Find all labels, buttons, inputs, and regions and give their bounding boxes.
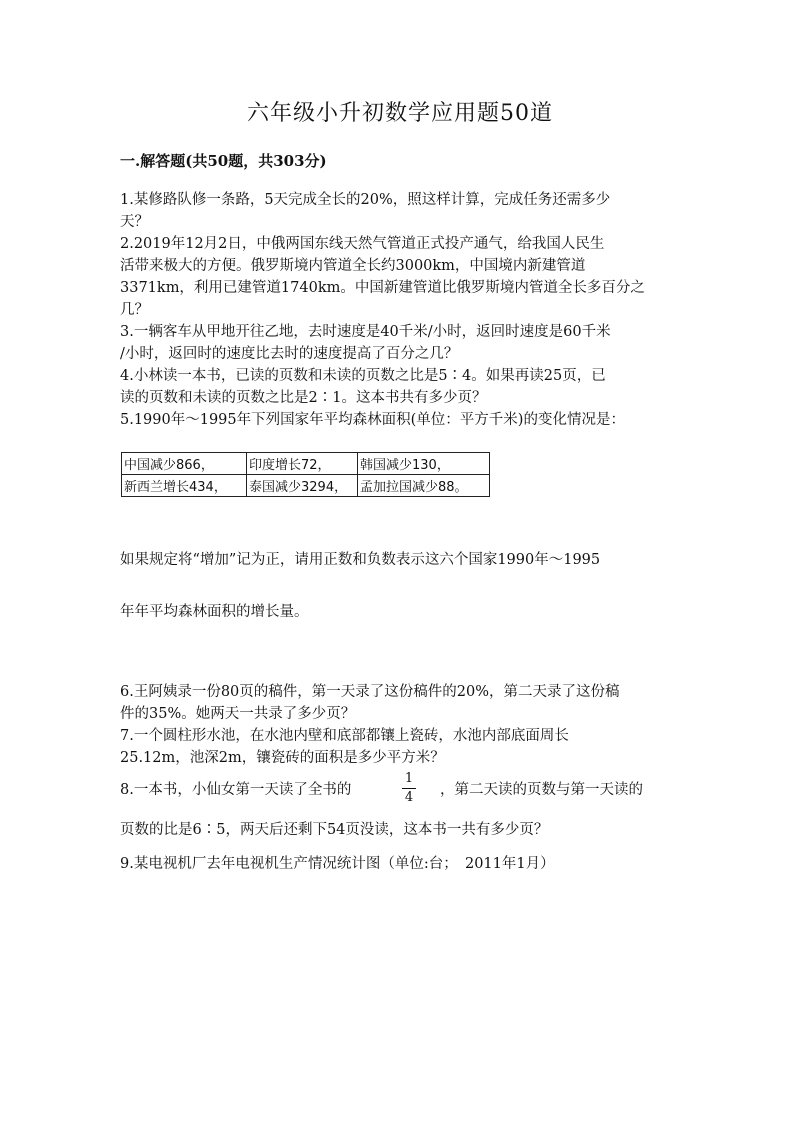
question-2-line-3: 3371km，利用已建管道1740km。中国新建管道比俄罗斯境内管道全长多百分之	[120, 280, 645, 296]
question-2-line-2: 活带来极大的方便。俄罗斯境内管道全长约3000km，中国境内新建管道	[120, 258, 586, 274]
question-2-line-4: 几？	[120, 302, 149, 318]
table-row	[122, 475, 490, 497]
question-5-intro: 5.1990年～1995年下列国家年平均森林面积(单位：平方千米)的变化情况是：	[120, 412, 625, 428]
table-cell: 中国减少866，	[122, 453, 247, 475]
question-1-line-2: 天？	[120, 214, 149, 230]
table-cell: 泰国减少3294，	[247, 475, 358, 497]
question-8-line-2: 页数的比是6∶5，两天后还剩下54页没读，这本书一共有多少页？	[120, 822, 549, 838]
fraction-one-quarter	[402, 772, 416, 805]
forest-area-table	[121, 452, 490, 497]
fraction-bar	[402, 788, 416, 789]
question-5-line-2: 年年平均森林面积的增长量。	[120, 604, 309, 620]
fraction-numerator: 1	[404, 771, 414, 786]
question-6-line-1: 6.王阿姨录一份80页的稿件，第一天录了这份稿件的20%，第二天录了这份稿	[120, 684, 620, 700]
question-1-line-1: 1.某修路队修一条路，5天完成全长的20%，照这样计算，完成任务还需多少	[120, 192, 611, 208]
table-cell: 新西兰增长434，	[122, 475, 247, 497]
question-7-line-2: 25.12m，池深2m，镶瓷砖的面积是多少平方米？	[120, 750, 445, 766]
question-6-line-2: 件的35%。她两天一共录了多少页？	[120, 706, 356, 722]
question-7-line-1: 7.一个圆柱形水池，在水池内壁和底部都镶上瓷砖，水池内部底面周长	[120, 728, 569, 744]
question-4-line-1: 4.小林读一本书，已读的页数和未读的页数之比是5∶4。如果再读25页，已	[120, 368, 606, 384]
question-4-line-2: 读的页数和未读的页数之比是2∶1。这本书共有多少页？	[120, 390, 487, 406]
table-cell: 韩国减少130，	[358, 453, 490, 475]
question-3-line-1: 3.一辆客车从甲地开往乙地，去时速度是40千米/小时，返回时速度是60千米	[120, 324, 611, 340]
table-row	[122, 453, 490, 475]
question-3-line-2: /小时，返回时的速度比去时的速度提高了百分之几？	[120, 346, 459, 362]
question-9: 9.某电视机厂去年电视机生产情况统计图（单位:台； 2011年1月）	[120, 856, 555, 872]
page-title: 六年级小升初数学应用题50道	[247, 101, 553, 126]
question-2-line-1: 2.2019年12月2日，中俄两国东线天然气管道正式投产通气，给我国人民生	[120, 236, 605, 252]
table-cell: 印度增长72，	[247, 453, 358, 475]
fraction-denominator: 4	[404, 790, 414, 805]
table-cell: 孟加拉国减少88。	[358, 475, 490, 497]
section-heading: 一.解答题(共50题，共303分)	[120, 152, 327, 170]
question-8-text-before: 8.一本书，小仙女第一天读了全书的	[120, 782, 352, 798]
question-5-line-1: 如果规定将“增加”记为正，请用正数和负数表示这六个国家1990年～1995	[120, 552, 601, 568]
question-8-text-after: ，第二天读的页数与第一天读的	[440, 782, 643, 798]
